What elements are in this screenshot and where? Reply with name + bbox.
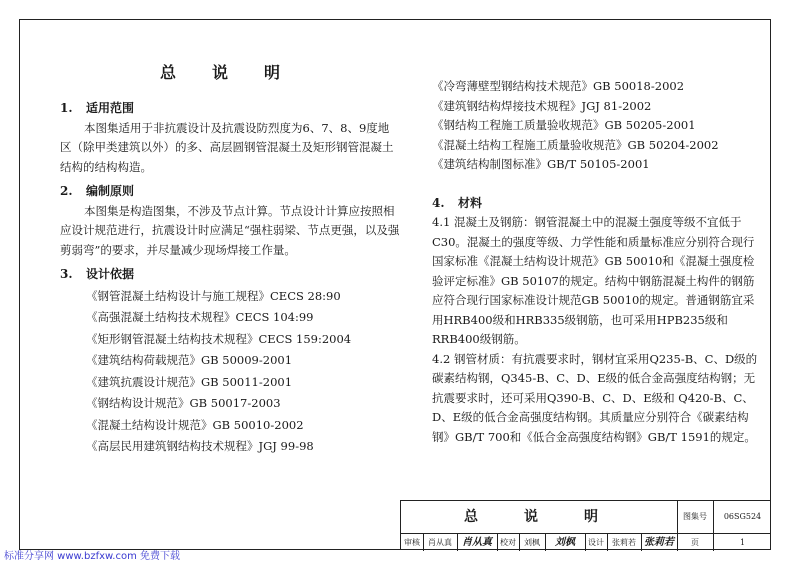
reference-item: 《高强混凝土结构技术规程》CECS 104:99	[86, 310, 314, 324]
section-1-heading: 1. 适用范围	[60, 101, 135, 115]
reference-item: 《建筑抗震设计规范》GB 50011-2001	[86, 374, 293, 389]
atlas-number-value: 06SG524	[723, 512, 762, 521]
right-column	[432, 77, 762, 447]
reference-item: 《钢管混凝土结构设计与施工规程》CECS 28:90	[86, 288, 341, 303]
check-label: 校对	[497, 534, 520, 551]
section-4-heading: 4. 材料	[432, 195, 483, 210]
title-block-title: 总 说 明	[401, 501, 678, 533]
materials-paragraph-2: 4.2 钢管材质：有抗震要求时，钢材宜采用Q235-B、C、D级的碳素结构钢，Q345-B、C、D、E级的低合金高强度结构钢；无抗震要求时，还可采用Q390-B、C、D、E级和 Q420-B、C、D、E级的低合金高强度结构钢。其质量应分别符合《碳素结构钢》GB/T 700和《低合金高强度结构钢》GB/T 1591的规定。	[432, 351, 758, 444]
section-3-heading: 3. 设计依据	[60, 267, 135, 281]
reference-item: 《建筑结构荷载规范》GB 50009-2001	[86, 353, 293, 367]
section-2-heading: 2. 编制原则	[60, 184, 135, 198]
reference-item: 《混凝土结构工程施工质量验收规范》GB 50204-2002	[432, 137, 719, 152]
review-signature: 肖从真	[457, 534, 498, 551]
review-label: 审核	[401, 534, 424, 551]
materials-paragraph-1: 4.1 混凝土及钢筋：钢管混凝土中的混凝土强度等级不宜低于C30。混凝土的强度等级、力学性能和质量标准应分别符合现行国家标准《混凝土结构设计规范》GB 50010和《混凝土强度检验评定标准》GB 50107的规定。结构中钢筋混凝土构件的钢筋应符合现行国家标准设计规范GB 50010的规定。普通钢筋宜采用HRB400级和HRB335级钢筋，也可采用HPB235级和RRB400级钢筋。	[432, 215, 755, 346]
check-signature: 刘枫	[545, 534, 586, 551]
atlas-number-label: 图集号	[677, 501, 714, 533]
reference-item: 《高层民用建筑钢结构技术规程》JGJ 99-98	[86, 439, 314, 453]
reference-item: 《建筑结构制图标准》GB/T 50105-2001	[432, 157, 650, 171]
page-label: 页	[677, 534, 714, 551]
check-name: 刘枫	[519, 534, 546, 551]
watermark: 标准分享网 www.bzfxw.com 免费下载	[4, 551, 180, 562]
reference-item: 《钢结构工程施工质量验收规范》GB 50205-2001	[432, 118, 696, 132]
review-name: 肖从真	[423, 534, 458, 551]
title-block	[400, 500, 771, 550]
section-2-paragraph: 本图集是构造图集，不涉及节点计算。节点设计计算应按照相应设计规范进行，抗震设计时应满足“强柱弱梁、节点更强，以及强剪弱弯”的要求，并尽量减少现场焊接工作量。	[60, 203, 400, 257]
design-signature: 张莉若	[641, 534, 678, 551]
reference-item: 《建筑钢结构焊接技术规程》JGJ 81-2002	[432, 98, 652, 113]
page-number: 1	[739, 538, 746, 547]
left-column	[60, 94, 400, 459]
reference-item: 《钢结构设计规范》GB 50017-2003	[86, 396, 281, 410]
reference-item: 《混凝土结构设计规范》GB 50010-2002	[86, 417, 304, 432]
page-title: 总 说 明	[159, 63, 290, 82]
reference-item: 《冷弯薄壁型钢结构技术规范》GB 50018-2002	[432, 79, 685, 93]
design-label: 设计	[585, 534, 608, 551]
section-1-paragraph: 本图集适用于非抗震设计及抗震设防烈度为6、7、8、9度地区（除甲类建筑以外）的多、高层圆钢管混凝土及矩形钢管混凝土结构的结构构造。	[60, 120, 394, 174]
design-name: 张莉若	[607, 534, 642, 551]
reference-item: 《矩形钢管混凝土结构技术规程》CECS 159:2004	[86, 331, 352, 346]
